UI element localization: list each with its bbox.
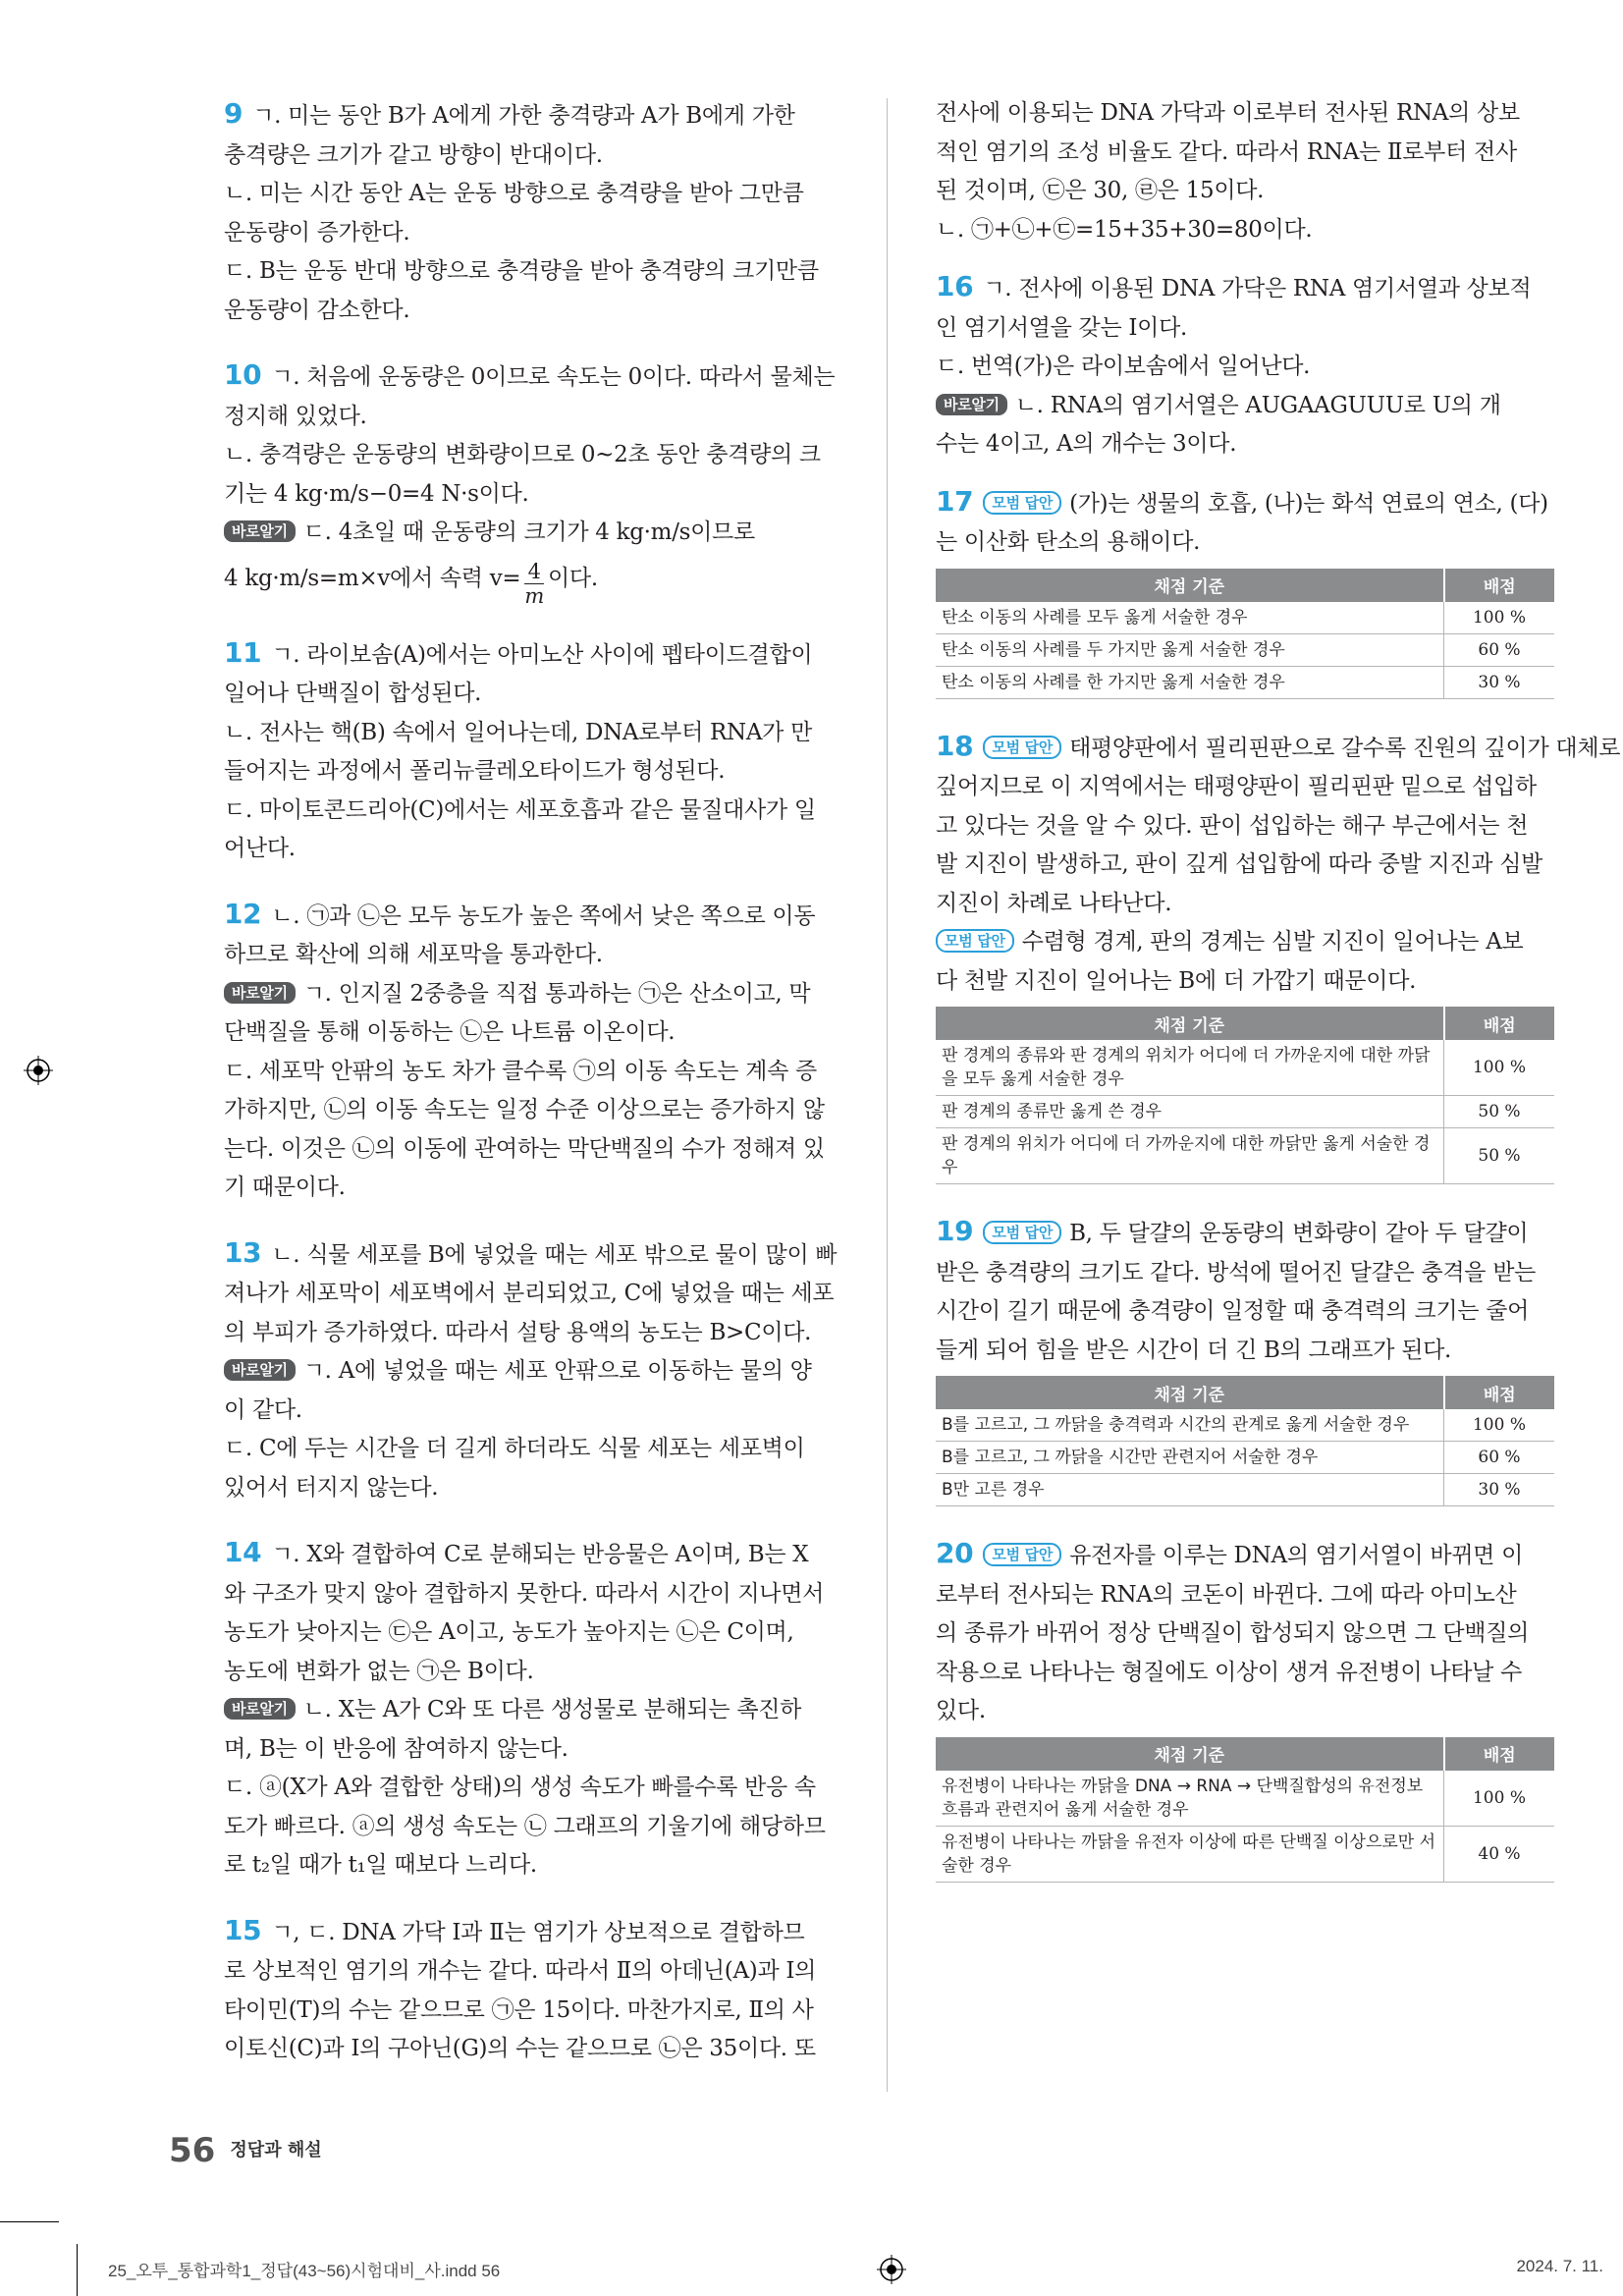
- line-text: ㄴ. ㉠+㉡+㉢=15+35+30=80이다.: [936, 216, 1313, 243]
- text-line: [224, 2030, 840, 2069]
- criteria-cell: 유전병이 나타나는 까닭을 유전자 이상에 따른 단백질 이상으로만 서술한 경우: [936, 1826, 1444, 1882]
- line-text: 와 구조가 맞지 않아 결합하지 못한다. 따라서 시간이 지나면서: [224, 1580, 825, 1607]
- criteria-cell: B를 고르고, 그 까닭을 시간만 관련지어 서술한 경우: [936, 1442, 1444, 1474]
- text-line: [224, 398, 840, 437]
- text-line: [224, 975, 840, 1014]
- text-line: [224, 752, 840, 792]
- slug-date: 2024. 7. 11.: [1516, 2257, 1603, 2275]
- table-row: [936, 1474, 1554, 1506]
- line-text: (가)는 생물의 호흡, (나)는 화석 연료의 연소, (다): [1069, 490, 1548, 517]
- correction-badge: 바로알기: [224, 982, 296, 1004]
- criteria-header: 채점 기준: [936, 1007, 1444, 1040]
- table-row: [936, 666, 1554, 698]
- text-line: [224, 830, 840, 869]
- text-line: [224, 1314, 840, 1353]
- table-row: [936, 1040, 1554, 1096]
- question-13: [224, 1233, 840, 1508]
- correction-badge: 바로알기: [936, 394, 1007, 415]
- text-line: [936, 523, 1554, 563]
- score-cell: 100 %: [1444, 602, 1555, 634]
- score-header: 배점: [1444, 1376, 1555, 1409]
- criteria-cell: 판 경계의 종류만 옳게 쓴 경우: [936, 1096, 1444, 1128]
- question-number: 14: [224, 1536, 262, 1568]
- line-text: 의 부피가 증가하였다. 따라서 설탕 용액의 농도는 B>C이다.: [224, 1319, 812, 1345]
- line-text: 운동량이 증가한다.: [224, 219, 410, 246]
- text-line: [224, 1053, 840, 1092]
- spacer: [936, 465, 1554, 482]
- scoring-table: [936, 1376, 1554, 1506]
- line-text: 도가 빠르다. ⓐ의 생성 속도는 ㉡ 그래프의 기울기에 해당하므: [224, 1813, 826, 1839]
- text-line: [936, 807, 1554, 847]
- question-9: [224, 94, 840, 330]
- text-line: [936, 211, 1554, 250]
- line-text: 로 t₂일 때가 t₁일 때보다 느리다.: [224, 1852, 537, 1878]
- question-16: [936, 267, 1554, 465]
- criteria-header: 채점 기준: [936, 1737, 1444, 1771]
- line-text: 며, B는 이 반응에 참여하지 않는다.: [224, 1735, 568, 1762]
- spacer: [936, 249, 1554, 267]
- scoring-table: [936, 1737, 1554, 1883]
- line-text: 된 것이며, ㉢은 30, ㉣은 15이다.: [936, 178, 1265, 203]
- text-line: [224, 355, 840, 398]
- text-line: [936, 885, 1554, 924]
- slug-filename: 25_오투_통합과학1_정답(43~56)시험대비_사.indd 56: [108, 2262, 501, 2280]
- table-row: [936, 602, 1554, 634]
- score-cell: 50 %: [1444, 1096, 1555, 1128]
- line-text: ㄱ. 미는 동안 B가 A에게 가한 충격량과 A가 B에게 가한: [252, 103, 795, 129]
- criteria-cell: 탄소 이동의 사례를 두 가지만 옳게 서술한 경우: [936, 633, 1444, 666]
- line-text: 져나가 세포막이 세포벽에서 분리되었고, C에 넣었을 때는 세포: [224, 1281, 835, 1306]
- line-text: 이토신(C)과 Ⅰ의 구아닌(G)의 수는 같으므로 ㉡은 35이다. 또: [224, 2036, 816, 2061]
- score-cell: 40 %: [1444, 1826, 1555, 1882]
- line-text: 이 같다.: [224, 1396, 302, 1423]
- question-number: 12: [224, 897, 262, 930]
- text-line: [224, 675, 840, 714]
- spacer: [936, 1516, 1554, 1534]
- criteria-cell: 판 경계의 위치가 어디에 더 가까운지에 대한 까닭만 옳게 서술한 경우: [936, 1128, 1444, 1184]
- text-line: [224, 1808, 840, 1847]
- line-text: ㄷ. 4초일 때 운동량의 크기가 4 kg·m/s이므로: [302, 519, 755, 545]
- text-line: [936, 923, 1554, 962]
- text-line: [224, 1575, 840, 1614]
- text-line: [224, 1430, 840, 1469]
- line-text: ㄱ. 처음에 운동량은 0이므로 속도는 0이다. 따라서 물체는: [271, 364, 836, 390]
- text-line: [224, 292, 840, 331]
- line-text: ㄴ. 미는 시간 동안 A는 운동 방향으로 충격량을 받아 그만큼: [224, 181, 804, 206]
- text-line: [936, 846, 1554, 885]
- fraction-numerator: 4: [524, 560, 544, 584]
- formula-text: 이다.: [548, 565, 598, 591]
- text-line: [224, 1169, 840, 1208]
- column-divider: [887, 98, 888, 2092]
- score-cell: 30 %: [1444, 666, 1555, 698]
- text-line: [224, 1275, 840, 1314]
- text-line: [936, 1614, 1554, 1654]
- line-text: ㄴ. 식물 세포를 B에 넣었을 때는 세포 밖으로 물이 많이 빠: [271, 1241, 838, 1268]
- line-text: 타이민(T)의 수는 같으므로 ㉠은 15이다. 마찬가지로, Ⅱ의 사: [224, 1996, 814, 2023]
- scoring-table: [936, 1007, 1554, 1184]
- text-line: [224, 1992, 840, 2031]
- left-column: [224, 94, 840, 2069]
- line-text: 일어나 단백질이 합성된다.: [224, 681, 482, 706]
- model-answer-badge: 모범 답안: [983, 491, 1061, 515]
- text-line: [224, 1846, 840, 1886]
- line-text: ㄱ. 라이보솜(A)에서는 아미노산 사이에 펩타이드결합이: [271, 641, 813, 668]
- line-text: ㄷ. ⓐ(X가 A와 결합한 상태)의 생성 속도가 빠를수록 반응 속: [224, 1775, 816, 1800]
- text-line: [224, 714, 840, 753]
- text-line: [936, 1576, 1554, 1615]
- text-line: [224, 895, 840, 937]
- score-cell: 100 %: [1444, 1409, 1555, 1442]
- text-line: [224, 936, 840, 975]
- table-row: [936, 633, 1554, 666]
- text-line: [224, 1691, 840, 1730]
- line-text: 지진이 차례로 나타난다.: [936, 890, 1172, 916]
- line-text: 로부터 전사되는 RNA의 코돈이 바뀐다. 그에 따라 아미노산: [936, 1581, 1517, 1608]
- spacer: [936, 709, 1554, 727]
- text-line: [224, 1233, 840, 1276]
- text-line: [224, 175, 840, 214]
- text-line: [936, 482, 1554, 524]
- line-text: 하므로 확산에 의해 세포막을 통과한다.: [224, 942, 603, 967]
- criteria-cell: 판 경계의 종류와 판 경계의 위치가 어디에 더 가까운지에 대한 까닭을 모두 옳게 서술한 경우: [936, 1040, 1444, 1096]
- line-text: 가하지만, ㉡의 이동 속도는 일정 수준 이상으로는 증가하지 않: [224, 1097, 825, 1122]
- score-cell: 100 %: [1444, 1040, 1555, 1096]
- question-17: [936, 482, 1554, 699]
- formula-line: [224, 553, 840, 608]
- criteria-header: 채점 기준: [936, 569, 1444, 602]
- line-text: 유전자를 이루는 DNA의 염기서열이 바뀌면 이: [1069, 1543, 1523, 1568]
- question-number: 20: [936, 1537, 974, 1569]
- question-11: [224, 633, 840, 869]
- text-line: [936, 1292, 1554, 1332]
- spacer: [224, 1208, 840, 1233]
- question-number: 16: [936, 270, 974, 302]
- section-title: 정답과 해설: [230, 2140, 322, 2160]
- line-text: ㄷ. C에 두는 시간을 더 길게 하더라도 식물 세포는 세포벽이: [224, 1436, 805, 1461]
- crop-mark: [77, 2244, 78, 2296]
- question-18: [936, 727, 1621, 1185]
- question-number: 13: [224, 1235, 262, 1269]
- line-text: ㄱ. 인지질 2중층을 직접 통과하는 ㉠은 산소이고, 막: [302, 980, 811, 1007]
- question-15: [224, 1911, 840, 2069]
- line-text: 정지해 있었다.: [224, 403, 367, 429]
- table-row: [936, 1096, 1554, 1128]
- text-line: [224, 214, 840, 253]
- spacer: [936, 1194, 1554, 1212]
- question-number: 11: [224, 635, 262, 669]
- line-text: 단백질을 통해 이동하는 ㉡은 나트륨 이온이다.: [224, 1019, 676, 1045]
- line-text: 기는 4 kg·m/s−0=4 N·s이다.: [224, 480, 529, 507]
- text-line: [936, 387, 1554, 426]
- table-row: [936, 1128, 1554, 1184]
- spacer: [224, 330, 840, 355]
- correction-badge: 바로알기: [224, 1698, 296, 1720]
- line-text: 수렴형 경계, 판의 경계는 심발 지진이 일어나는 A보: [1021, 929, 1524, 955]
- text-line: [224, 137, 840, 176]
- table-row: [936, 1771, 1554, 1827]
- page-number: 56: [169, 2131, 216, 2170]
- text-line: [224, 1952, 840, 1992]
- text-line: [224, 1130, 840, 1170]
- criteria-cell: 유전병이 나타나는 까닭을 DNA → RNA → 단백질합성의 유전정보 흐름과 관련지어 옳게 서술한 경우: [936, 1771, 1444, 1827]
- question-cont: [936, 94, 1554, 249]
- line-text: ㄷ. 마이토콘드리아(C)에서는 세포호흡과 같은 물질대사가 일: [224, 796, 816, 823]
- text-line: [936, 1654, 1554, 1693]
- correction-badge: 바로알기: [224, 520, 296, 542]
- fraction: [524, 560, 544, 608]
- text-line: [224, 633, 840, 676]
- text-line: [936, 425, 1554, 465]
- text-line: [936, 267, 1554, 309]
- model-answer-badge: 모범 답안: [983, 1221, 1061, 1244]
- line-text: 적인 염기의 조성 비율도 같다. 따라서 RNA는 Ⅱ로부터 전사: [936, 138, 1517, 165]
- criteria-cell: B만 고른 경우: [936, 1474, 1444, 1506]
- scoring-table: [936, 569, 1554, 699]
- line-text: 운동량이 감소한다.: [224, 297, 410, 323]
- text-line: [936, 1692, 1554, 1731]
- text-line: [224, 94, 840, 137]
- question-number: 10: [224, 358, 262, 391]
- line-text: 깊어지므로 이 지역에서는 태평양판이 필리핀판 밑으로 섭입하: [936, 774, 1537, 799]
- line-text: ㄷ. 번역(가)은 라이보솜에서 일어난다.: [936, 354, 1311, 379]
- text-line: [224, 252, 840, 292]
- registration-mark-icon: [877, 2255, 906, 2284]
- text-line: [936, 172, 1554, 211]
- score-header: 배점: [1444, 569, 1555, 602]
- line-text: ㄷ. 세포막 안팎의 농도 차가 클수록 ㉠의 이동 속도는 계속 증: [224, 1058, 817, 1084]
- question-10: [224, 355, 840, 608]
- text-line: [224, 1769, 840, 1808]
- question-14: [224, 1533, 840, 1886]
- line-text: ㄱ. 전사에 이용된 DNA 가닥은 RNA 염기서열과 상보적: [983, 276, 1532, 301]
- score-cell: 100 %: [1444, 1771, 1555, 1827]
- line-text: 는다. 이것은 ㉡의 이동에 관여하는 막단백질의 수가 정해져 있: [224, 1135, 825, 1162]
- score-cell: 60 %: [1444, 1442, 1555, 1474]
- registration-mark-icon: [24, 1056, 53, 1085]
- question-number: 18: [936, 729, 974, 762]
- text-line: [936, 768, 1554, 807]
- question-number: 15: [224, 1913, 262, 1946]
- spacer: [224, 608, 840, 633]
- line-text: 태평양판에서 필리핀판으로 갈수록 진원의 깊이가 대체로: [1069, 735, 1621, 761]
- spacer: [224, 1886, 840, 1911]
- line-text: 농도에 변화가 없는 ㉠은 B이다.: [224, 1658, 534, 1684]
- text-line: [936, 1212, 1554, 1254]
- line-text: ㄷ. B는 운동 반대 방향으로 충격량을 받아 충격량의 크기만큼: [224, 258, 819, 284]
- text-line: [224, 1469, 840, 1508]
- criteria-cell: 탄소 이동의 사례를 한 가지만 옳게 서술한 경우: [936, 666, 1444, 698]
- score-header: 배점: [1444, 1737, 1555, 1771]
- line-text: ㄴ. RNA의 염기서열은 AUGAAGUUU로 U의 개: [1014, 392, 1501, 418]
- score-cell: 60 %: [1444, 633, 1555, 666]
- question-19: [936, 1212, 1554, 1506]
- fraction-denominator: m: [524, 583, 545, 608]
- line-text: ㄴ. 전사는 핵(B) 속에서 일어나는데, DNA로부터 RNA가 만: [224, 719, 812, 745]
- text-line: [224, 1613, 840, 1653]
- line-text: 충격량은 크기가 같고 방향이 반대이다.: [224, 141, 603, 168]
- line-text: 인 염기서열을 갖는 Ⅰ이다.: [936, 314, 1188, 341]
- text-line: [224, 792, 840, 831]
- line-text: 수는 4이고, A의 개수는 3이다.: [936, 431, 1237, 457]
- line-text: 받은 충격량의 크기도 같다. 방석에 떨어진 달걀은 충격을 받는: [936, 1259, 1537, 1285]
- right-column: [936, 94, 1621, 1892]
- spacer: [224, 869, 840, 895]
- line-text: ㄴ. ㉠과 ㉡은 모두 농도가 높은 쪽에서 낮은 쪽으로 이동: [271, 902, 816, 929]
- line-text: 들어지는 과정에서 폴리뉴클레오타이드가 형성된다.: [224, 758, 726, 784]
- text-line: [224, 1352, 840, 1392]
- text-line: [224, 1653, 840, 1692]
- text-line: [936, 1254, 1554, 1293]
- text-line: [224, 475, 840, 515]
- question-20: [936, 1534, 1554, 1883]
- criteria-cell: 탄소 이동의 사례를 모두 옳게 서술한 경우: [936, 602, 1444, 634]
- correction-badge: 바로알기: [224, 1359, 296, 1381]
- model-answer-badge: 모범 답안: [983, 736, 1061, 759]
- criteria-cell: B를 고르고, 그 까닭을 충격력과 시간의 관계로 옳게 서술한 경우: [936, 1409, 1444, 1442]
- line-text: 는 이산화 탄소의 용해이다.: [936, 529, 1201, 555]
- line-text: ㄱ, ㄷ. DNA 가닥 Ⅰ과 Ⅱ는 염기가 상보적으로 결합하므: [271, 1919, 805, 1945]
- score-header: 배점: [1444, 1007, 1555, 1040]
- text-line: [936, 309, 1554, 349]
- text-line: [936, 727, 1621, 769]
- line-text: 있어서 터지지 않는다.: [224, 1474, 439, 1501]
- text-line: [224, 1091, 840, 1130]
- line-text: 로 상보적인 염기의 개수는 같다. 따라서 Ⅱ의 아데닌(A)과 Ⅰ의: [224, 1958, 817, 1984]
- question-number: 17: [936, 484, 974, 518]
- text-line: [936, 962, 1554, 1002]
- line-text: ㄱ. A에 넣었을 때는 세포 안팎으로 이동하는 물의 양: [302, 1358, 812, 1384]
- text-line: [936, 1534, 1554, 1576]
- question-number: 9: [224, 97, 243, 130]
- line-text: ㄴ. 충격량은 운동량의 변화량이므로 0~2초 동안 충격량의 크: [224, 442, 821, 467]
- line-text: 작용으로 나타나는 형질에도 이상이 생겨 유전병이 나타날 수: [936, 1659, 1523, 1685]
- line-text: 전사에 이용되는 DNA 가닥과 이로부터 전사된 RNA의 상보: [936, 100, 1520, 126]
- line-text: ㄴ. X는 A가 C와 또 다른 생성물로 분해되는 촉진하: [302, 1697, 802, 1722]
- text-line: [936, 94, 1554, 134]
- question-number: 19: [936, 1215, 974, 1247]
- table-row: [936, 1826, 1554, 1882]
- text-line: [224, 1533, 840, 1575]
- text-line: [224, 1730, 840, 1770]
- text-line: [224, 1013, 840, 1053]
- line-text: 의 종류가 바뀌어 정상 단백질이 합성되지 않으면 그 단백질의: [936, 1620, 1530, 1646]
- line-text: ㄱ. X와 결합하여 C로 분해되는 반응물은 A이며, B는 X: [271, 1542, 809, 1567]
- line-text: B, 두 달걀의 운동량의 변화량이 같아 두 달걀이: [1069, 1221, 1529, 1246]
- question-12: [224, 895, 840, 1208]
- text-line: [224, 1392, 840, 1431]
- text-line: [224, 436, 840, 475]
- line-text: 들게 되어 힘을 받은 시간이 더 긴 B의 그래프가 된다.: [936, 1337, 1452, 1363]
- model-answer-badge: 모범 답안: [936, 929, 1014, 953]
- page-footer: [169, 2131, 322, 2170]
- criteria-header: 채점 기준: [936, 1376, 1444, 1409]
- table-row: [936, 1409, 1554, 1442]
- text-line: [224, 514, 840, 553]
- model-answer-badge: 모범 답안: [983, 1543, 1061, 1566]
- line-text: 시간이 길기 때문에 충격량이 일정할 때 충격력의 크기는 줄어: [936, 1298, 1530, 1324]
- line-text: 기 때문이다.: [224, 1175, 346, 1200]
- spacer: [224, 1507, 840, 1533]
- text-line: [936, 134, 1554, 173]
- line-text: 발 지진이 발생하고, 판이 깊게 섭입함에 따라 중발 지진과 심발: [936, 851, 1543, 877]
- line-text: 어난다.: [224, 836, 296, 861]
- table-row: [936, 1442, 1554, 1474]
- formula-text: 4 kg·m/s=m×v에서 속력 v=: [224, 565, 521, 591]
- text-line: [224, 1911, 840, 1953]
- line-text: 있다.: [936, 1698, 986, 1723]
- crop-mark: [0, 2221, 59, 2222]
- score-cell: 30 %: [1444, 1474, 1555, 1506]
- line-text: 농도가 낮아지는 ㉢은 A이고, 농도가 높아지는 ㉡은 C이며,: [224, 1619, 794, 1645]
- line-text: 고 있다는 것을 알 수 있다. 판이 섭입하는 해구 부근에서는 천: [936, 812, 1529, 839]
- line-text: 다 천발 지진이 일어나는 B에 더 가깝기 때문이다.: [936, 967, 1417, 994]
- text-line: [936, 1332, 1554, 1371]
- text-line: [936, 348, 1554, 387]
- score-cell: 50 %: [1444, 1128, 1555, 1184]
